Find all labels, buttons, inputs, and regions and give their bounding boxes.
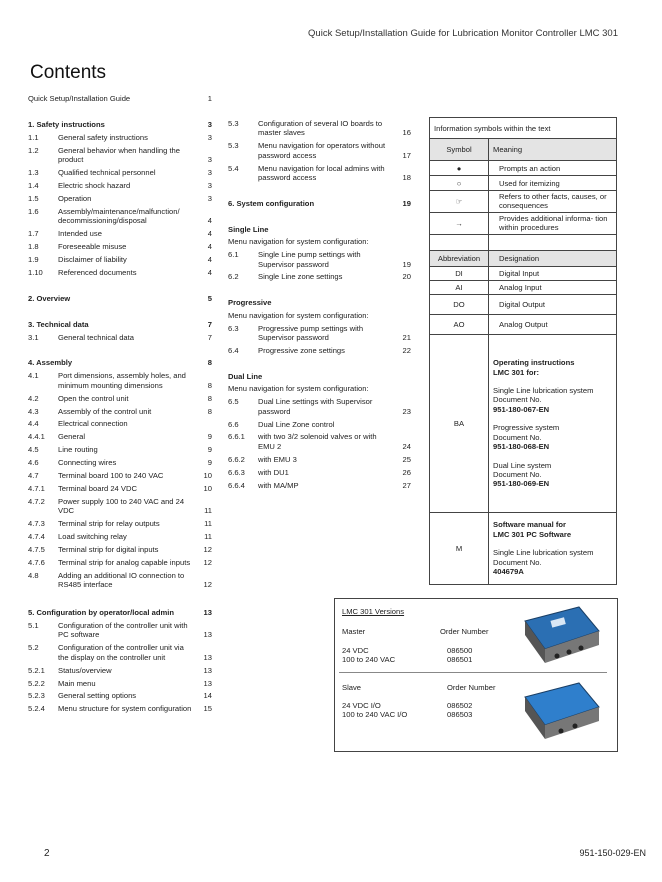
- toc-entry-title: Main menu: [58, 678, 96, 688]
- m-item-number: 404679A: [493, 567, 524, 577]
- toc-entry-title: Status/overview: [58, 665, 112, 675]
- info-symbols-table: [429, 117, 617, 585]
- toc-entry-title: Terminal strip for analog capable inputs: [58, 557, 191, 567]
- toc-entry-title: Progressive: [228, 298, 272, 308]
- versions-box: [334, 598, 618, 752]
- m-item-doc: Document No.: [493, 557, 542, 567]
- toc-entry: [28, 419, 212, 428]
- designation-cell: Digital Output: [489, 295, 617, 315]
- toc-entry-number: 4.3: [28, 406, 39, 416]
- symbol-meaning: Refers to other facts, causes, or consequences: [489, 191, 617, 213]
- toc-entry: [228, 384, 411, 393]
- toc-entry-title: Terminal strip for digital inputs: [58, 545, 159, 554]
- toc-entry-number: 1.5: [28, 193, 39, 203]
- slave-order-number: 086503: [447, 710, 473, 719]
- toc-entry: [28, 181, 212, 190]
- page-title: Contents: [30, 62, 107, 83]
- order-number-label: Order Number: [447, 683, 496, 692]
- toc-entry-page: 21: [402, 333, 411, 343]
- ba-item-number: 951-180-069-EN: [493, 479, 550, 489]
- toc-entry-title: 2. Overview: [28, 293, 71, 303]
- toc-entry: [228, 298, 411, 307]
- symbol-meaning: Used for itemizing: [489, 176, 617, 191]
- toc-entry-title: General setting options: [58, 691, 137, 701]
- toc-entry: [28, 545, 212, 554]
- toc-entry-title: Dual Line settings with Supervisor password: [258, 397, 373, 416]
- arrow-right-icon: →: [430, 213, 489, 235]
- toc-entry-title: General safety instructions: [58, 132, 148, 142]
- toc-entry-page: 23: [402, 406, 411, 416]
- toc-entry-page: 18: [402, 173, 411, 183]
- toc-entry: [28, 394, 212, 403]
- master-order-number: 086500: [447, 646, 473, 655]
- toc-entry-page: 17: [402, 150, 411, 160]
- toc-entry-title: Electrical connection: [58, 419, 128, 429]
- toc-entry-page: 4: [207, 229, 212, 239]
- toc-entry-number: 6.6: [228, 419, 239, 429]
- toc-entry-page: 13: [203, 665, 212, 675]
- toc-entry-number: 6.1: [228, 250, 239, 260]
- ba-item-name: Dual Line system: [493, 460, 552, 470]
- toc-entry-page: 11: [204, 532, 212, 542]
- toc-entry-number: 4.7.1: [28, 483, 45, 493]
- toc-entry: [28, 371, 212, 390]
- toc-entry-number: 5.2.2: [28, 678, 45, 688]
- toc-entry-title: with EMU 3: [258, 454, 297, 464]
- toc-entry-number: 1.1: [28, 132, 39, 142]
- circle-symbol-icon: ○: [430, 176, 489, 191]
- toc-entry-page: 14: [203, 691, 212, 701]
- toc-entry-title: Assembly/maintenance/malfunction/ decommissioning/disposal: [58, 206, 180, 226]
- toc-entry-title: with two 3/2 solenoid valves or with EMU 2: [258, 432, 377, 451]
- toc-entry-title: Menu structure for system configuration: [58, 704, 192, 714]
- toc-entry-page: 4: [207, 216, 212, 226]
- toc-entry-page: 5: [207, 293, 212, 303]
- toc-entry-number: 6.6.1: [228, 432, 245, 442]
- toc-entry: [28, 608, 212, 617]
- toc-entry-page: 4: [207, 241, 212, 251]
- master-order-number: 086501: [447, 655, 473, 664]
- toc-entry: [28, 445, 212, 454]
- toc-entry-title: Progressive pump settings with Supervisor password: [258, 323, 364, 343]
- toc-entry: [228, 420, 411, 429]
- slave-device-image: [521, 679, 603, 743]
- toc-entry: [28, 497, 212, 516]
- symbol-meaning: Provides additional informa- tion within procedures: [489, 213, 617, 235]
- toc-entry-number: 1.9: [28, 254, 39, 264]
- toc-entry-title: 5. Configuration by operator/local admin: [28, 608, 174, 618]
- toc-entry-title: 4. Assembly: [28, 358, 73, 368]
- toc-entry: [28, 229, 212, 238]
- toc-entry-title: Referenced documents: [58, 267, 137, 277]
- toc-entry-page: 22: [402, 346, 411, 355]
- toc-entry-number: 4.7.6: [28, 557, 45, 567]
- toc-entry-number: 4.4: [28, 419, 39, 429]
- toc-entry-title: Terminal strip for relay outputs: [58, 519, 160, 529]
- toc-entry: [28, 120, 212, 129]
- toc-entry-number: 4.7.3: [28, 519, 45, 529]
- toc-entry-title: General behavior when handling the product: [58, 145, 181, 165]
- toc-entry-number: 1.4: [28, 180, 39, 190]
- toc-entry: [228, 272, 411, 281]
- toc-entry-page: 16: [402, 128, 411, 138]
- toc-column-1: [28, 94, 212, 717]
- toc-entry-title: Power supply 100 to 240 VAC and 24 VDC: [58, 496, 185, 516]
- toc-entry-page: 15: [203, 704, 212, 714]
- m-item-name: Single Line lubrication system: [493, 548, 594, 558]
- toc-entry-page: 8: [207, 358, 212, 368]
- toc-entry-page: 1: [207, 94, 212, 103]
- toc-entry-number: 1.8: [28, 241, 39, 251]
- toc-entry-title: Intended use: [58, 229, 102, 239]
- toc-entry-page: 12: [203, 580, 212, 590]
- toc-entry-page: 26: [402, 467, 411, 477]
- toc-entry-page: 12: [203, 545, 212, 554]
- toc-entry: [28, 133, 212, 142]
- toc-entry: [28, 146, 212, 165]
- toc-entry-page: 4: [207, 254, 212, 264]
- toc-entry-page: 3: [207, 155, 212, 165]
- toc-entry-page: 4: [207, 267, 212, 277]
- abbr-cell: DO: [430, 295, 489, 315]
- toc-entry-title: Terminal board 24 VDC: [58, 483, 137, 493]
- toc-entry-number: 4.7.4: [28, 532, 45, 542]
- toc-entry-title: with DU1: [258, 467, 289, 477]
- toc-entry: [228, 119, 411, 138]
- toc-entry-number: 3.1: [28, 332, 39, 342]
- toc-entry: [228, 346, 411, 355]
- toc-entry-title: Menu navigation for operators without password access: [258, 141, 386, 160]
- toc-entry-page: 8: [207, 393, 212, 403]
- bullet-symbol-icon: ●: [430, 161, 489, 176]
- versions-title: LMC 301 Versions: [342, 607, 405, 616]
- toc-entry-title: Dual Line Zone control: [258, 419, 335, 429]
- toc-entry-number: 4.5: [28, 445, 39, 455]
- toc-entry: [228, 481, 411, 490]
- abbr-cell: AO: [430, 315, 489, 335]
- toc-entry-page: 27: [402, 480, 411, 490]
- toc-entry-page: 13: [203, 630, 212, 640]
- toc-entry-number: 6.6.3: [228, 467, 245, 477]
- designation-cell: Analog Output: [489, 315, 617, 335]
- toc-entry-title: Disclaimer of liability: [58, 254, 127, 264]
- page-number: 2: [44, 848, 50, 859]
- toc-entry: [28, 558, 212, 567]
- slave-label: Slave: [342, 683, 361, 692]
- toc-entry-title: Open the control unit: [58, 393, 129, 403]
- toc-entry-number: 5.2: [28, 643, 39, 653]
- toc-entry-number: 4.7.2: [28, 496, 45, 506]
- toc-entry-title: Port dimensions, assembly holes, and minimum mounting dimensions: [58, 371, 186, 390]
- toc-entry-number: 5.2.4: [28, 704, 45, 714]
- slave-variant: 100 to 240 VAC I/O: [342, 710, 408, 719]
- toc-entry-number: 4.2: [28, 393, 39, 403]
- designation-cell: Analog Input: [489, 281, 617, 295]
- toc-entry-title: Load switching relay: [58, 532, 127, 542]
- toc-entry-title: with MA/MP: [258, 480, 299, 490]
- toc-entry-title: Configuration of the controller unit with PC software: [58, 621, 188, 640]
- master-device-image: [521, 605, 603, 667]
- page-header: Quick Setup/Installation Guide for Lubrication Monitor Controller LMC 301: [308, 28, 618, 39]
- toc-entry: [228, 455, 411, 464]
- abbreviation-col-header: Abbreviation: [430, 251, 489, 267]
- toc-entry-title: Quick Setup/Installation Guide: [28, 94, 131, 103]
- toc-entry-title: Configuration of several IO boards to master slaves: [258, 119, 383, 138]
- toc-entry-title: Dual Line: [228, 371, 263, 381]
- toc-entry: [228, 432, 411, 451]
- ba-item-name: Single Line lubrication system: [493, 386, 594, 396]
- toc-entry-title: Menu navigation for local admins with password access: [258, 163, 385, 183]
- toc-entry-number: 4.8: [28, 570, 39, 580]
- toc-entry-title: Progressive zone settings: [258, 346, 345, 355]
- toc-entry-page: 3: [207, 168, 212, 178]
- toc-entry-number: 4.7.5: [28, 545, 45, 554]
- toc-entry-title: Menu navigation for system configuration:: [228, 237, 369, 247]
- toc-entry: [28, 704, 212, 713]
- order-number-label: Order Number: [440, 627, 489, 636]
- ba-description: [489, 335, 617, 513]
- toc-entry-page: 11: [204, 506, 212, 516]
- toc-entry-number: 6.4: [228, 346, 239, 355]
- toc-entry-number: 4.7: [28, 471, 39, 481]
- meaning-col-header: Meaning: [489, 139, 617, 161]
- toc-entry-page: 13: [203, 608, 212, 618]
- toc-entry-number: 5.2.3: [28, 691, 45, 701]
- toc-entry: [28, 666, 212, 675]
- toc-entry-number: 5.3: [228, 141, 239, 151]
- toc-entry-page: 24: [402, 441, 411, 451]
- toc-entry-page: 25: [402, 454, 411, 464]
- toc-entry-number: 4.1: [28, 371, 39, 381]
- slave-order-number: 086502: [447, 701, 473, 710]
- toc-entry-number: 6.3: [228, 323, 239, 333]
- toc-entry-number: 5.3: [228, 119, 239, 128]
- toc-entry: [228, 237, 411, 246]
- designation-cell: Digital Input: [489, 267, 617, 281]
- m-description: [489, 513, 617, 585]
- symbol-meaning: Prompts an action: [489, 161, 617, 176]
- toc-entry: [28, 484, 212, 493]
- versions-divider: [339, 672, 607, 673]
- toc-entry: [228, 324, 411, 343]
- abbr-cell: M: [430, 513, 489, 585]
- toc-entry: [28, 458, 212, 467]
- toc-entry: [28, 571, 212, 590]
- toc-entry-title: 6. System configuration: [228, 198, 315, 208]
- toc-entry-number: 1.6: [28, 206, 39, 216]
- toc-entry-title: Electric shock hazard: [58, 180, 131, 190]
- toc-entry-title: Foreseeable misuse: [58, 241, 127, 251]
- ba-item-doc: Document No.: [493, 469, 542, 479]
- toc-entry-page: 20: [402, 272, 411, 282]
- master-variant: 100 to 240 VAC: [342, 655, 396, 664]
- toc-entry: [228, 372, 411, 381]
- toc-entry: [28, 268, 212, 277]
- toc-entry: [28, 194, 212, 203]
- toc-entry-page: 3: [207, 193, 212, 203]
- toc-entry-title: Single Line zone settings: [258, 272, 343, 282]
- toc-entry-title: Qualified technical personnel: [58, 168, 156, 178]
- toc-entry-title: General: [58, 432, 86, 442]
- toc-entry-title: Assembly of the control unit: [58, 406, 152, 416]
- toc-entry-number: 6.6.4: [228, 480, 245, 490]
- toc-entry-page: 19: [402, 198, 411, 208]
- toc-entry-page: 8: [207, 380, 212, 390]
- designation-col-header: Designation: [489, 251, 617, 267]
- toc-entry-title: Terminal board 100 to 240 VAC: [58, 471, 164, 481]
- toc-entry: [228, 397, 411, 416]
- toc-entry-number: 5.2.1: [28, 665, 45, 675]
- toc-entry-title: Menu navigation for system configuration:: [228, 310, 369, 320]
- toc-entry-page: 7: [207, 319, 212, 329]
- toc-entry-title: General technical data: [58, 332, 134, 342]
- toc-entry: [28, 432, 212, 441]
- toc-entry-title: Configuration of the controller unit via the display on the controller unit: [58, 643, 184, 662]
- toc-entry: [28, 679, 212, 688]
- pointing-hand-icon: ☞: [430, 191, 489, 213]
- toc-entry-number: 6.2: [228, 272, 239, 282]
- m-heading: Software manual for: [493, 520, 566, 530]
- toc-entry-page: 19: [402, 259, 411, 269]
- toc-entry: [28, 471, 212, 480]
- toc-entry: [228, 468, 411, 477]
- toc-entry: [28, 532, 212, 541]
- toc-entry-number: 4.6: [28, 458, 39, 468]
- toc-entry-page: 10: [203, 471, 212, 481]
- toc-entry-page: 9: [207, 458, 212, 468]
- toc-entry-title: Single Line: [228, 224, 269, 234]
- toc-entry-page: 9: [207, 432, 212, 442]
- toc-entry: [28, 168, 212, 177]
- toc-entry-page: 3: [207, 180, 212, 190]
- abbr-cell: DI: [430, 267, 489, 281]
- toc-entry-number: 6.5: [228, 397, 239, 407]
- toc-entry: [28, 294, 212, 303]
- toc-entry: [28, 643, 212, 662]
- ba-item-doc: Document No.: [493, 395, 542, 405]
- toc-entry-title: 3. Technical data: [28, 319, 89, 329]
- ba-heading: LMC 301 for:: [493, 367, 539, 377]
- toc-entry-page: 13: [203, 678, 212, 688]
- master-label: Master: [342, 627, 366, 636]
- toc-entry-page: 9: [207, 445, 212, 455]
- toc-entry: [28, 333, 212, 342]
- master-variant: 24 VDC: [342, 646, 369, 655]
- toc-column-2: [228, 119, 411, 493]
- toc-entry: [28, 691, 212, 700]
- toc-entry: [228, 199, 411, 208]
- toc-entry: [28, 621, 212, 640]
- toc-entry-title: Adding an additional IO connection to RS485 interface: [58, 570, 185, 590]
- toc-entry-title: Line routing: [58, 445, 98, 455]
- info-table-title: Information symbols within the text: [430, 118, 617, 139]
- toc-entry: [228, 164, 411, 183]
- toc-entry: [28, 94, 212, 103]
- ba-item-number: 951-180-067-EN: [493, 404, 550, 414]
- toc-entry: [28, 207, 212, 226]
- toc-entry-number: 6.6.2: [228, 454, 245, 464]
- toc-entry: [28, 407, 212, 416]
- symbol-col-header: Symbol: [430, 139, 489, 161]
- toc-entry: [28, 358, 212, 367]
- toc-entry-title: Menu navigation for system configuration:: [228, 384, 369, 394]
- slave-variant: 24 VDC I/O: [342, 701, 381, 710]
- toc-entry: [228, 311, 411, 320]
- toc-entry: [28, 519, 212, 528]
- toc-entry-title: Single Line pump settings with Supervisor password: [258, 250, 361, 269]
- toc-entry-page: 13: [203, 652, 212, 662]
- toc-entry: [28, 320, 212, 329]
- toc-entry-number: 1.7: [28, 229, 39, 239]
- abbr-cell: BA: [430, 335, 489, 513]
- toc-entry-page: 3: [207, 119, 212, 129]
- document-number: 951-150-029-EN: [579, 848, 646, 858]
- toc-entry: [228, 141, 411, 160]
- toc-entry-number: 4.4.1: [28, 432, 45, 442]
- toc-entry: [228, 225, 411, 234]
- toc-entry-title: Connecting wires: [58, 458, 117, 468]
- toc-entry: [28, 242, 212, 251]
- ba-heading: Operating instructions: [493, 358, 575, 368]
- toc-entry-page: 7: [207, 332, 212, 342]
- toc-entry-number: 1.3: [28, 168, 39, 178]
- toc-entry-number: 1.2: [28, 145, 39, 155]
- toc-entry-page: 8: [207, 406, 212, 416]
- ba-item-number: 951-180-068-EN: [493, 442, 550, 452]
- toc-entry-number: 5.1: [28, 621, 39, 631]
- ba-item-name: Progressive system: [493, 423, 560, 433]
- toc-entry-number: 5.4: [228, 163, 239, 173]
- toc-entry-number: 1.10: [28, 267, 43, 277]
- abbr-cell: AI: [430, 281, 489, 295]
- toc-entry-title: Operation: [58, 193, 92, 203]
- toc-entry-page: 11: [204, 519, 212, 529]
- toc-entry-title: 1. Safety instructions: [28, 119, 105, 129]
- toc-entry-page: 12: [203, 557, 212, 567]
- ba-item-doc: Document No.: [493, 432, 542, 442]
- toc-entry-page: 3: [207, 132, 212, 142]
- toc-entry: [228, 250, 411, 269]
- toc-entry-page: 10: [203, 483, 212, 493]
- toc-entry: [28, 255, 212, 264]
- m-heading: LMC 301 PC Software: [493, 529, 572, 539]
